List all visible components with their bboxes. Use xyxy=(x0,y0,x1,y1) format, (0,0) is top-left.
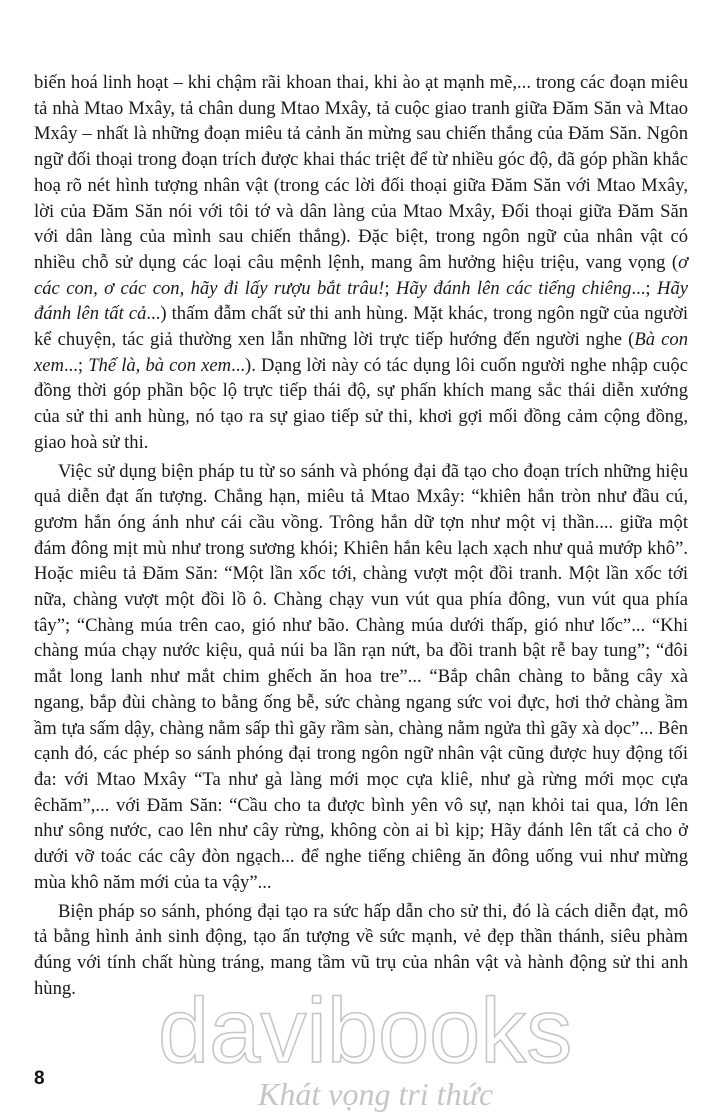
italic-quote: Hãy đánh lên các tiếng chiêng xyxy=(395,277,632,299)
italic-quote: Hãy đánh lên tất cả xyxy=(34,277,688,325)
text-run: Việc sử dụng biện pháp tu từ so sánh và phóng đại đã tạo cho đoạn trích những hiệu quả diễn đạt ấn tượng. Chẳng hạn, miêu tả Mtao Mxây: “khiên hắn tròn như đầu cú, gươm hắn óng ánh như cái cầu vồng. Trông hắn dữ tợn như một vị thần.... giữa một đám đông mịt mù như trong sương khói; Khiên hắn kêu lạch xạch như quả mướp khô”. Hoặc miêu tả Đăm Săn: “Một lần xốc tới, chàng vượt một đồi tranh. Một lần xốc tới nữa, chàng vượt một đồi lồ ô. Chàng chạy vun vút qua phía đông, vun vút qua phía tây”; “Chàng múa trên cao, gió như bão. Chàng múa dưới thấp, gió như lốc”... “Khi chàng múa chạy nước kiệu, quả núi ba lần rạn nứt, ba đồi tranh bật rễ bay tung”; “đôi mắt long lanh như mắt chim ghếch ăn hoa tre”... “Bắp chân chàng to bằng cây xà ngang, bắp đùi chàng to bằng ống bễ, sức chàng ngang sức voi đực, hơi thở chàng ầm ầm tựa sấm dậy, chàng nằm sấp thì gãy rầm sàn, chàng nằm ngửa thì gãy xà dọc”... Bên cạnh đó, các phép so sánh phóng đại trong ngôn ngữ nhân vật cũng được huy động tối đa: với Mtao Mxây “Ta như gà làng mới mọc cựa kliê, như gà rừng mới mọc cựa êchăm”,... với Đăm Săn: “Cầu cho ta được bình yên vô sự, nạn khỏi tai qua, lớn lên như sông nước, cao lên như cây rừng, không còn ai bì kịp; Hãy đánh lên tất cả cho ở dưới vỡ toác các cây đòn ngạch... để nghe tiếng chiêng ăn đông uống vui như mừng mùa khô năm mới của ta vậy”... xyxy=(34,460,688,893)
text-run: ; xyxy=(384,277,396,299)
italic-quote: ơ các con, ơ các con, hãy đi lấy rượu bắt trâu! xyxy=(34,251,688,299)
text-run: ...; xyxy=(63,354,89,376)
text-run: ...; xyxy=(631,277,658,299)
page-number: 8 xyxy=(34,1068,45,1089)
watermark-slogan: Khát vọng tri thức xyxy=(258,1076,494,1112)
text-run: biến hoá linh hoạt – khi chậm rãi khoan thai, khi ào ạt mạnh mẽ,... trong các đoạn miêu tả nhà Mtao Mxây, tả chân dung Mtao Mxây, tả cuộc giao tranh giữa Đăm Săn và Mtao Mxây – nhất là những đoạn miêu tả cảnh ăn mừng sau chiến thắng của Đăm Săn. Ngôn ngữ đối thoại trong đoạn trích được khai thác triệt để từ nhiều góc độ, đã góp phần khắc hoạ rõ nét hình tượng nhân vật (trong các lời đối thoại giữa Đăm Săn với Mtao Mxây, lời của Đăm Săn nói với tôi tớ và dân làng của Mtao Mxây, Đối thoại giữa Đăm Săn với dân làng của mình sau chiến thắng). Đặc biệt, trong ngôn ngữ của nhân vật có nhiều chỗ sử dụng các loại câu mệnh lệnh, mang âm hưởng hiệu triệu, vang vọng ( xyxy=(34,72,689,273)
italic-quote: Thế là, bà con xem xyxy=(88,354,232,376)
text-run: ...). Dạng lời này có tác dụng lôi cuốn người nghe nhập cuộc đồng thời góp phần bộc lộ trực tiếp thái độ, sự phấn khích mang sắc thái diễn xướng của sử thi anh hùng, nó tạo ra sự giao tiếp sử thi, khơi gợi mối đồng cảm cộng đồng, giao hoà sử thi. xyxy=(34,354,688,453)
page-body xyxy=(34,70,688,1001)
text-run: Biện pháp so sánh, phóng đại tạo ra sức hấp dẫn cho sử thi, đó là cách diễn đạt, mô tả bằng hình ảnh sinh động, tạo ấn tượng về sức mạnh, vẻ đẹp thần thánh, siêu phàm đúng với tính chất hùng tráng, mang tầm vũ trụ của nhân vật và hành động sử thi anh hùng. xyxy=(34,900,688,999)
watermark-brand: davibooks xyxy=(158,980,573,1082)
paragraph-3 xyxy=(34,899,688,1002)
paragraph-2 xyxy=(34,459,688,896)
paragraph-1 xyxy=(34,70,688,456)
text-run: ...) thấm đẫm chất sử thi anh hùng. Mặt khác, trong ngôn ngữ của người kể chuyện, tác giả thường xen lẫn những lời trực tiếp hướng đến người nghe ( xyxy=(34,303,688,351)
italic-quote: Bà con xem xyxy=(34,329,689,376)
